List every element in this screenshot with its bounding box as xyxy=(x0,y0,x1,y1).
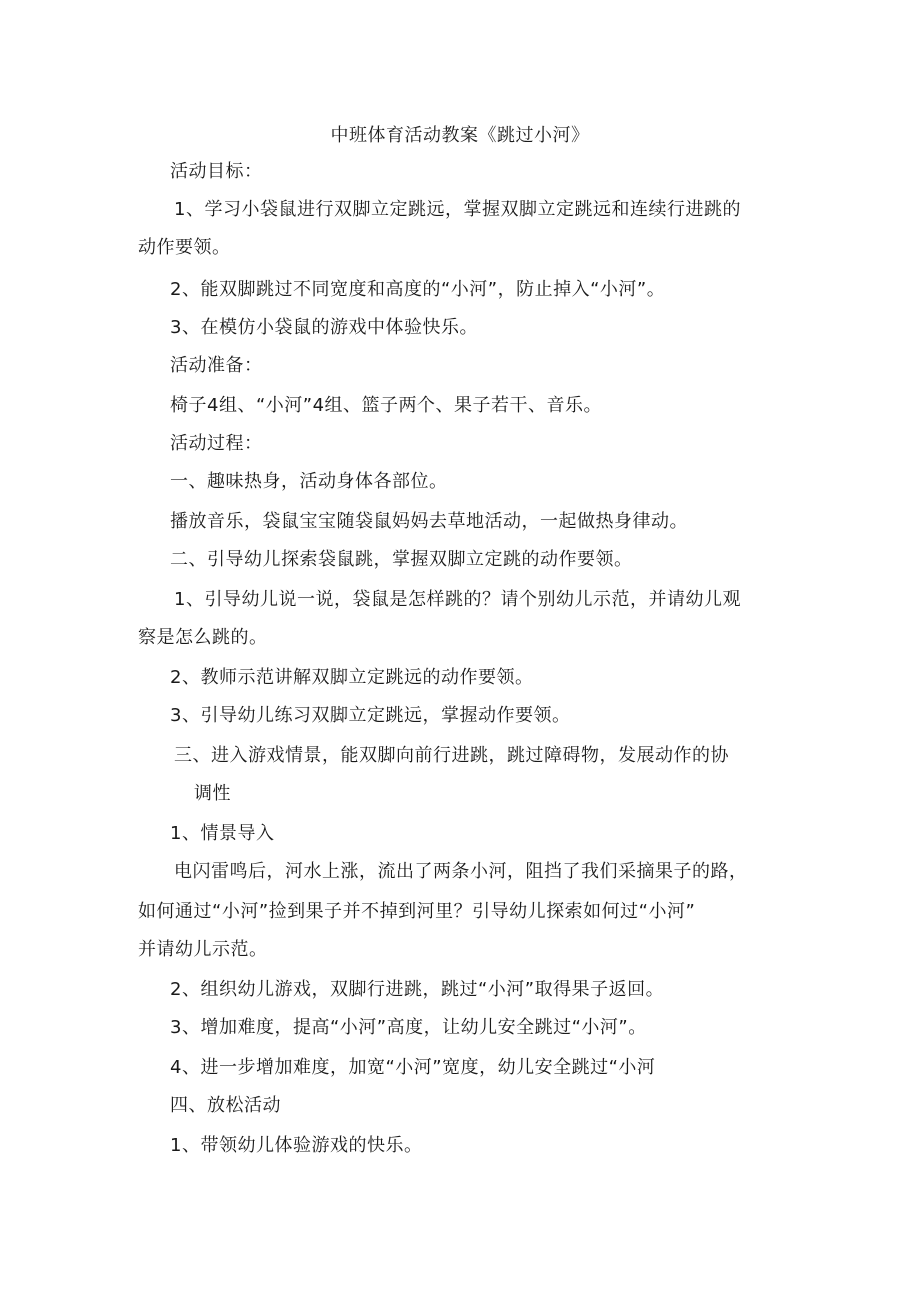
section-heading-preparation: 活动准备： xyxy=(170,355,263,376)
paragraph-line: 并请幼儿示范。 xyxy=(138,939,268,960)
paragraph-line: 播放音乐，袋鼠宝宝随袋鼠妈妈去草地活动，一起做热身律动。 xyxy=(170,511,688,532)
section-heading-process: 活动过程： xyxy=(170,433,263,454)
paragraph-line: 三、进入游戏情景，能双脚向前行进跳，跳过障碍物，发展动作的协 xyxy=(174,745,729,766)
section-heading-goals: 活动目标： xyxy=(170,161,263,182)
paragraph-line: 2、组织幼儿游戏，双脚行进跳，跳过“小河”取得果子返回。 xyxy=(170,979,665,1000)
paragraph-line: 电闪雷鸣后，河水上涨，流出了两条小河，阻挡了我们采摘果子的路， xyxy=(174,861,748,882)
paragraph-line: 椅子4组、“小河”4组、篮子两个、果子若干、音乐。 xyxy=(170,395,603,416)
paragraph-line: 如何通过“小河”捡到果子并不掉到河里？引导幼儿探索如何过“小河” xyxy=(138,901,696,922)
section-heading-relax: 四、放松活动 xyxy=(170,1095,281,1116)
paragraph-line: 2、能双脚跳过不同宽度和高度的“小河”，防止掉入“小河”。 xyxy=(170,279,666,300)
paragraph-line: 动作要领。 xyxy=(138,237,231,258)
paragraph-line: 二、引导幼儿探索袋鼠跳，掌握双脚立定跳的动作要领。 xyxy=(170,549,633,570)
paragraph-line: 1、带领幼儿体验游戏的快乐。 xyxy=(170,1135,423,1156)
paragraph-line: 2、教师示范讲解双脚立定跳远的动作要领。 xyxy=(170,667,534,688)
paragraph-line: 调性 xyxy=(194,783,231,804)
paragraph-line: 1、引导幼儿说一说，袋鼠是怎样跳的？请个别幼儿示范，并请幼儿观 xyxy=(174,589,741,610)
paragraph-line: 一、趣味热身，活动身体各部位。 xyxy=(170,471,448,492)
document-title: 中班体育活动教案《跳过小河》 xyxy=(330,125,590,146)
paragraph-line: 3、增加难度，提高“小河”高度，让幼儿安全跳过“小河”。 xyxy=(170,1017,647,1038)
paragraph-line: 4、进一步增加难度，加宽“小河”宽度，幼儿安全跳过“小河 xyxy=(170,1057,656,1078)
paragraph-line: 3、在模仿小袋鼠的游戏中体验快乐。 xyxy=(170,317,478,338)
paragraph-line: 3、引导幼儿练习双脚立定跳远，掌握动作要领。 xyxy=(170,705,571,726)
paragraph-line: 1、情景导入 xyxy=(170,823,275,844)
paragraph-line: 察是怎么跳的。 xyxy=(138,627,268,648)
paragraph-line: 1、学习小袋鼠进行双脚立定跳远，掌握双脚立定跳远和连续行进跳的 xyxy=(174,199,741,220)
